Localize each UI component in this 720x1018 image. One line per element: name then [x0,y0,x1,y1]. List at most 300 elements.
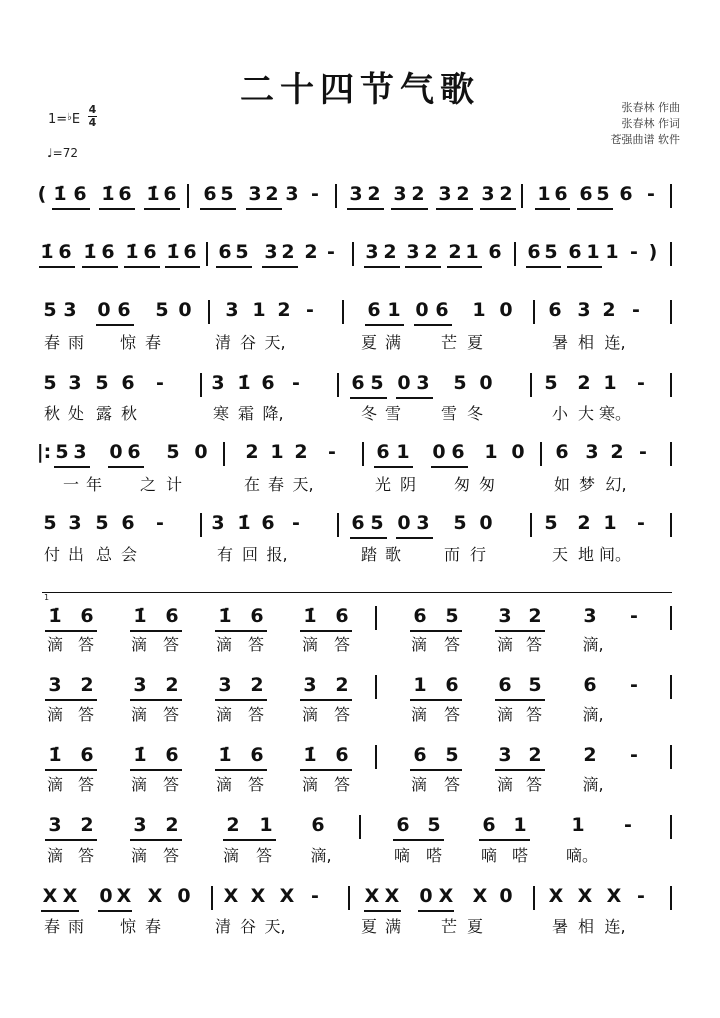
notation-line [0,182,720,222]
note: - [639,441,647,463]
lyric-syllable: 滴 [410,775,428,794]
beam-underline [350,397,387,399]
note: 6 [80,605,94,627]
barline [337,513,339,537]
barline [533,886,535,910]
barline [514,242,516,266]
lyric-syllable: 匆 [478,475,496,494]
lyric-syllable: 春 [144,917,162,936]
note: 1̇ [237,512,251,534]
lyric-syllable: 总 [95,545,113,564]
note: 3 [498,605,512,627]
lyric-syllable: 幻, [605,475,627,494]
note: - [328,441,336,463]
note: 6 [445,674,459,696]
note: X [147,885,163,907]
note: 6 [413,744,427,766]
note: 1 [605,241,619,263]
note: 6 [218,241,232,263]
lyric-syllable: 秋 [120,404,138,423]
note: 3 [416,512,430,534]
lyric-syllable: 出 [67,545,85,564]
note: 0 [415,299,429,321]
note: 1̇ [237,372,251,394]
note: 2 [448,241,462,263]
note: 5 [220,183,234,205]
barline [533,300,535,324]
lyric-syllable: 相 [577,333,595,352]
lyric-syllable: 暑 [551,333,569,352]
lyric-syllable: 答 [333,775,351,794]
note: - [292,372,300,394]
beam-underline [124,266,160,268]
note: 3 [498,744,512,766]
lyric-syllable: 雨 [67,917,85,936]
time-signature [88,104,97,129]
lyric-syllable: 寒 [212,404,230,423]
note: 6 [101,241,115,263]
note: 1̇ [303,605,317,627]
beam-underline [45,769,97,771]
note: 5 [370,512,384,534]
note: 1̇ [40,241,54,263]
note: 6 [396,814,410,836]
notation-line [0,240,720,280]
note: 3 [583,605,597,627]
lyric-syllable: 滴 [222,846,240,865]
note: 3 [63,299,77,321]
note: 2 [245,441,259,463]
note: X [42,885,58,907]
lyric-syllable: 地 [577,545,595,564]
lyric-syllable: 滴, [582,705,604,724]
note: 6 [261,512,275,534]
note: 3 [48,674,62,696]
barline [670,606,672,630]
lyric-syllable: 在 [243,475,261,494]
note: 2 [602,299,616,321]
lyric-syllable: 雪 [440,404,458,423]
note: 2 [80,814,94,836]
note: - [311,183,319,205]
note: 2 [577,372,591,394]
note: 1 [571,814,585,836]
beam-underline [223,839,276,841]
note: X [364,885,380,907]
note: 3 [349,183,363,205]
lyric-syllable: 冬 [466,404,484,423]
note: 1 [413,674,427,696]
lyric-syllable: 答 [443,635,461,654]
note: 2 [226,814,240,836]
lyric-line [0,914,720,942]
beam-underline [436,208,473,210]
beam-underline [495,699,545,701]
note: - [630,605,638,627]
lyric-syllable: 处 [67,404,85,423]
beam-underline [410,769,462,771]
note: 6 [335,605,349,627]
lyric-syllable: 答 [77,635,95,654]
beam-underline [350,537,387,539]
note: 1 [603,512,617,534]
note: 3 [365,241,379,263]
note: 5 [55,441,69,463]
note: - [156,372,164,394]
beam-underline [347,208,384,210]
note: 0 [479,372,493,394]
barline [670,184,672,208]
note: 2 [294,441,308,463]
lyric-syllable: 冬 [360,404,378,423]
beam-underline [364,266,400,268]
note: 3 [303,674,317,696]
barline [670,745,672,769]
beam-underline [246,208,282,210]
beam-underline [200,208,236,210]
lyric-syllable: 梦 [578,475,596,494]
lyric-syllable: 春 [144,333,162,352]
note: 3 [133,814,147,836]
lyric-syllable: 付 [43,545,61,564]
note: 2 [528,744,542,766]
note: X [116,885,132,907]
beam-underline [447,266,482,268]
lyricist-credit: 张春林 作词 [621,117,680,130]
note: 6 [127,441,141,463]
lyric-syllable: 嘀 [393,846,411,865]
barline [208,300,210,324]
lyric-syllable: 答 [162,775,180,794]
lyric-syllable: 芒 [440,333,458,352]
lyric-syllable: 滴 [410,635,428,654]
note: 6 [250,605,264,627]
lyric-syllable: 连, [604,917,626,936]
note: 5 [453,512,467,534]
lyric-syllable: 嘀 [480,846,498,865]
barline [375,745,377,769]
note: 3 [416,372,430,394]
note: |: [36,441,52,463]
lyric-syllable: 惊 [119,333,137,352]
lyric-syllable: 满 [384,917,402,936]
lyric-syllable: 嗒 [511,846,529,865]
lyric-syllable: 年 [85,475,103,494]
barline [348,886,350,910]
note: - [311,885,319,907]
note: 0 [397,512,411,534]
beam-underline [130,769,182,771]
time-numerator: 4 [88,103,97,116]
note: - [630,674,638,696]
lyric-syllable: 计 [165,475,183,494]
note: 5 [235,241,249,263]
note: 6 [250,744,264,766]
lyric-syllable: 霜 [237,404,255,423]
note: 1 [252,299,266,321]
note: 3 [68,372,82,394]
note: 3 [264,241,278,263]
note: 2 [335,674,349,696]
note: 0 [511,441,525,463]
beam-underline [300,769,352,771]
barline [670,815,672,839]
note: 2 [304,241,318,263]
note: 6 [351,512,365,534]
lyric-syllable: 降, [262,404,284,423]
note: 6 [183,241,197,263]
barline [335,184,337,208]
note: - [637,372,645,394]
note: 2 [610,441,624,463]
lyric-syllable: 滴 [301,635,319,654]
note: 6 [568,241,582,263]
beam-underline [52,208,90,210]
barline [352,242,354,266]
note: 5 [155,299,169,321]
lyric-line [0,702,720,730]
lyric-syllable: 夏 [360,333,378,352]
beam-underline [526,266,561,268]
note: X [606,885,622,907]
note: 2 [281,241,295,263]
barline [359,815,361,839]
note: 1 [396,441,410,463]
beam-underline [364,910,401,912]
lyric-line [0,542,720,570]
lyric-syllable: 夏 [466,917,484,936]
lyric-syllable: 之 [139,475,157,494]
note: X [62,885,78,907]
note: 1 [603,372,617,394]
note: 5 [544,372,558,394]
beam-underline [391,208,428,210]
note: 1̇ [101,183,115,205]
lyric-syllable: 嘀。 [565,846,599,865]
lyric-syllable: 答 [443,775,461,794]
beam-underline [54,466,90,468]
lyric-syllable: 滴 [130,635,148,654]
beam-underline [262,266,298,268]
note: 1̇ [133,605,147,627]
note: 1 [387,299,401,321]
beam-underline [396,537,433,539]
section-mark: 1 [44,593,50,602]
note: 6 [555,441,569,463]
note: 6 [143,241,157,263]
composer-credit: 张春林 作曲 [621,101,680,114]
lyric-syllable: 清 [214,917,232,936]
note: 1̇ [218,605,232,627]
note: 0 [178,299,192,321]
lyric-syllable: 滴 [301,705,319,724]
note: 5 [445,605,459,627]
lyric-syllable: 踏 [360,545,378,564]
note: 5 [427,814,441,836]
note: 2 [456,183,470,205]
note: 1 [465,241,479,263]
lyric-syllable: 答 [162,705,180,724]
note: X [548,885,564,907]
lyric-syllable: 答 [525,635,543,654]
tempo-marking [47,146,78,160]
note: 2 [165,814,179,836]
barline [223,442,225,466]
note: 6 [73,183,87,205]
lyric-syllable: 有 [216,545,234,564]
note: 2 [411,183,425,205]
lyric-syllable: 满 [384,333,402,352]
beam-underline [577,208,613,210]
note: 0 [397,372,411,394]
note: 1̇ [166,241,180,263]
note: ) [648,241,658,263]
note: 6 [335,744,349,766]
note: 0 [194,441,208,463]
note: 6 [367,299,381,321]
note: 3 [438,183,452,205]
barline [670,373,672,397]
lyric-syllable: 滴 [496,635,514,654]
note: X [250,885,266,907]
lyric-syllable: 答 [247,775,265,794]
lyric-syllable: 嗒 [425,846,443,865]
note: 5 [95,512,109,534]
note: 2 [165,674,179,696]
note: 0 [99,885,113,907]
note: 1̇ [53,183,67,205]
key-tonic: E [71,112,81,127]
barline [200,373,202,397]
lyric-line [0,843,720,871]
beam-underline [393,839,444,841]
beam-underline [99,208,135,210]
barline [200,513,202,537]
note: 1 [484,441,498,463]
barline [337,373,339,397]
lyric-syllable: 天, [292,475,314,494]
note: 3 [211,372,225,394]
lyric-syllable: 寒。 [598,404,632,423]
note: 2 [80,674,94,696]
lyric-line [0,401,720,429]
lyric-syllable: 滴 [130,775,148,794]
software-credit: 苍强曲谱 软件 [610,133,680,146]
lyric-line [0,772,720,800]
note: 0 [177,885,191,907]
note: - [637,512,645,534]
note: 3 [577,299,591,321]
beam-underline [39,266,75,268]
barline [521,184,523,208]
note: 1 [513,814,527,836]
note: - [624,814,632,836]
note: X [279,885,295,907]
lyric-syllable: 天 [551,545,569,564]
lyric-syllable: 答 [255,846,273,865]
note: 0 [499,885,513,907]
lyric-syllable: 春 [267,475,285,494]
note: 6 [121,512,135,534]
barline [670,886,672,910]
barline [375,606,377,630]
note: - [156,512,164,534]
note: 1̇ [218,744,232,766]
note: 6 [165,605,179,627]
beam-underline [130,839,182,841]
lyric-syllable: 答 [333,635,351,654]
lyric-syllable: 滴 [130,705,148,724]
lyric-syllable: 滴, [310,846,332,865]
barline [342,300,344,324]
note: 0 [419,885,433,907]
tempo-value: =72 [52,146,78,160]
lyric-syllable: 滴 [215,775,233,794]
note: X [472,885,488,907]
lyric-syllable: 滴 [215,635,233,654]
key-signature [48,112,80,127]
note: 6 [351,372,365,394]
lyric-syllable: 滴, [582,635,604,654]
note: 1̇ [48,744,62,766]
lyric-syllable: 歌 [384,545,402,564]
barline [670,242,672,266]
lyric-syllable: 芒 [440,917,458,936]
lyric-syllable: 滴 [215,705,233,724]
note: - [630,744,638,766]
beam-underline [396,397,433,399]
lyric-syllable: 大 [577,404,595,423]
note: 6 [482,814,496,836]
lyric-syllable: 答 [77,846,95,865]
beam-underline [45,699,97,701]
note: X [577,885,593,907]
note: 3 [73,441,87,463]
lyric-syllable: 谷 [239,333,257,352]
note: 5 [445,744,459,766]
note: 6 [435,299,449,321]
lyric-syllable: 谷 [239,917,257,936]
lyric-syllable: 天, [264,917,286,936]
note: - [327,241,335,263]
note: 3 [68,512,82,534]
barline [670,513,672,537]
lyric-syllable: 而 [443,545,461,564]
note: 3 [48,814,62,836]
lyric-syllable: 答 [333,705,351,724]
lyric-syllable: 答 [162,846,180,865]
note: 1 [270,441,284,463]
lyric-syllable: 答 [162,635,180,654]
note: 6 [451,441,465,463]
note: 3 [133,674,147,696]
note: 5 [43,512,57,534]
beam-underline [405,266,441,268]
note: 0 [432,441,446,463]
barline [540,442,542,466]
barline [362,442,364,466]
note: 6 [261,372,275,394]
note: - [306,299,314,321]
lyric-syllable: 春 [43,333,61,352]
note: 1̇ [303,744,317,766]
credits [611,100,681,148]
lyric-syllable: 夏 [466,333,484,352]
note: 3 [406,241,420,263]
beam-underline [215,769,267,771]
lyric-syllable: 滴 [130,846,148,865]
beam-underline [144,208,180,210]
